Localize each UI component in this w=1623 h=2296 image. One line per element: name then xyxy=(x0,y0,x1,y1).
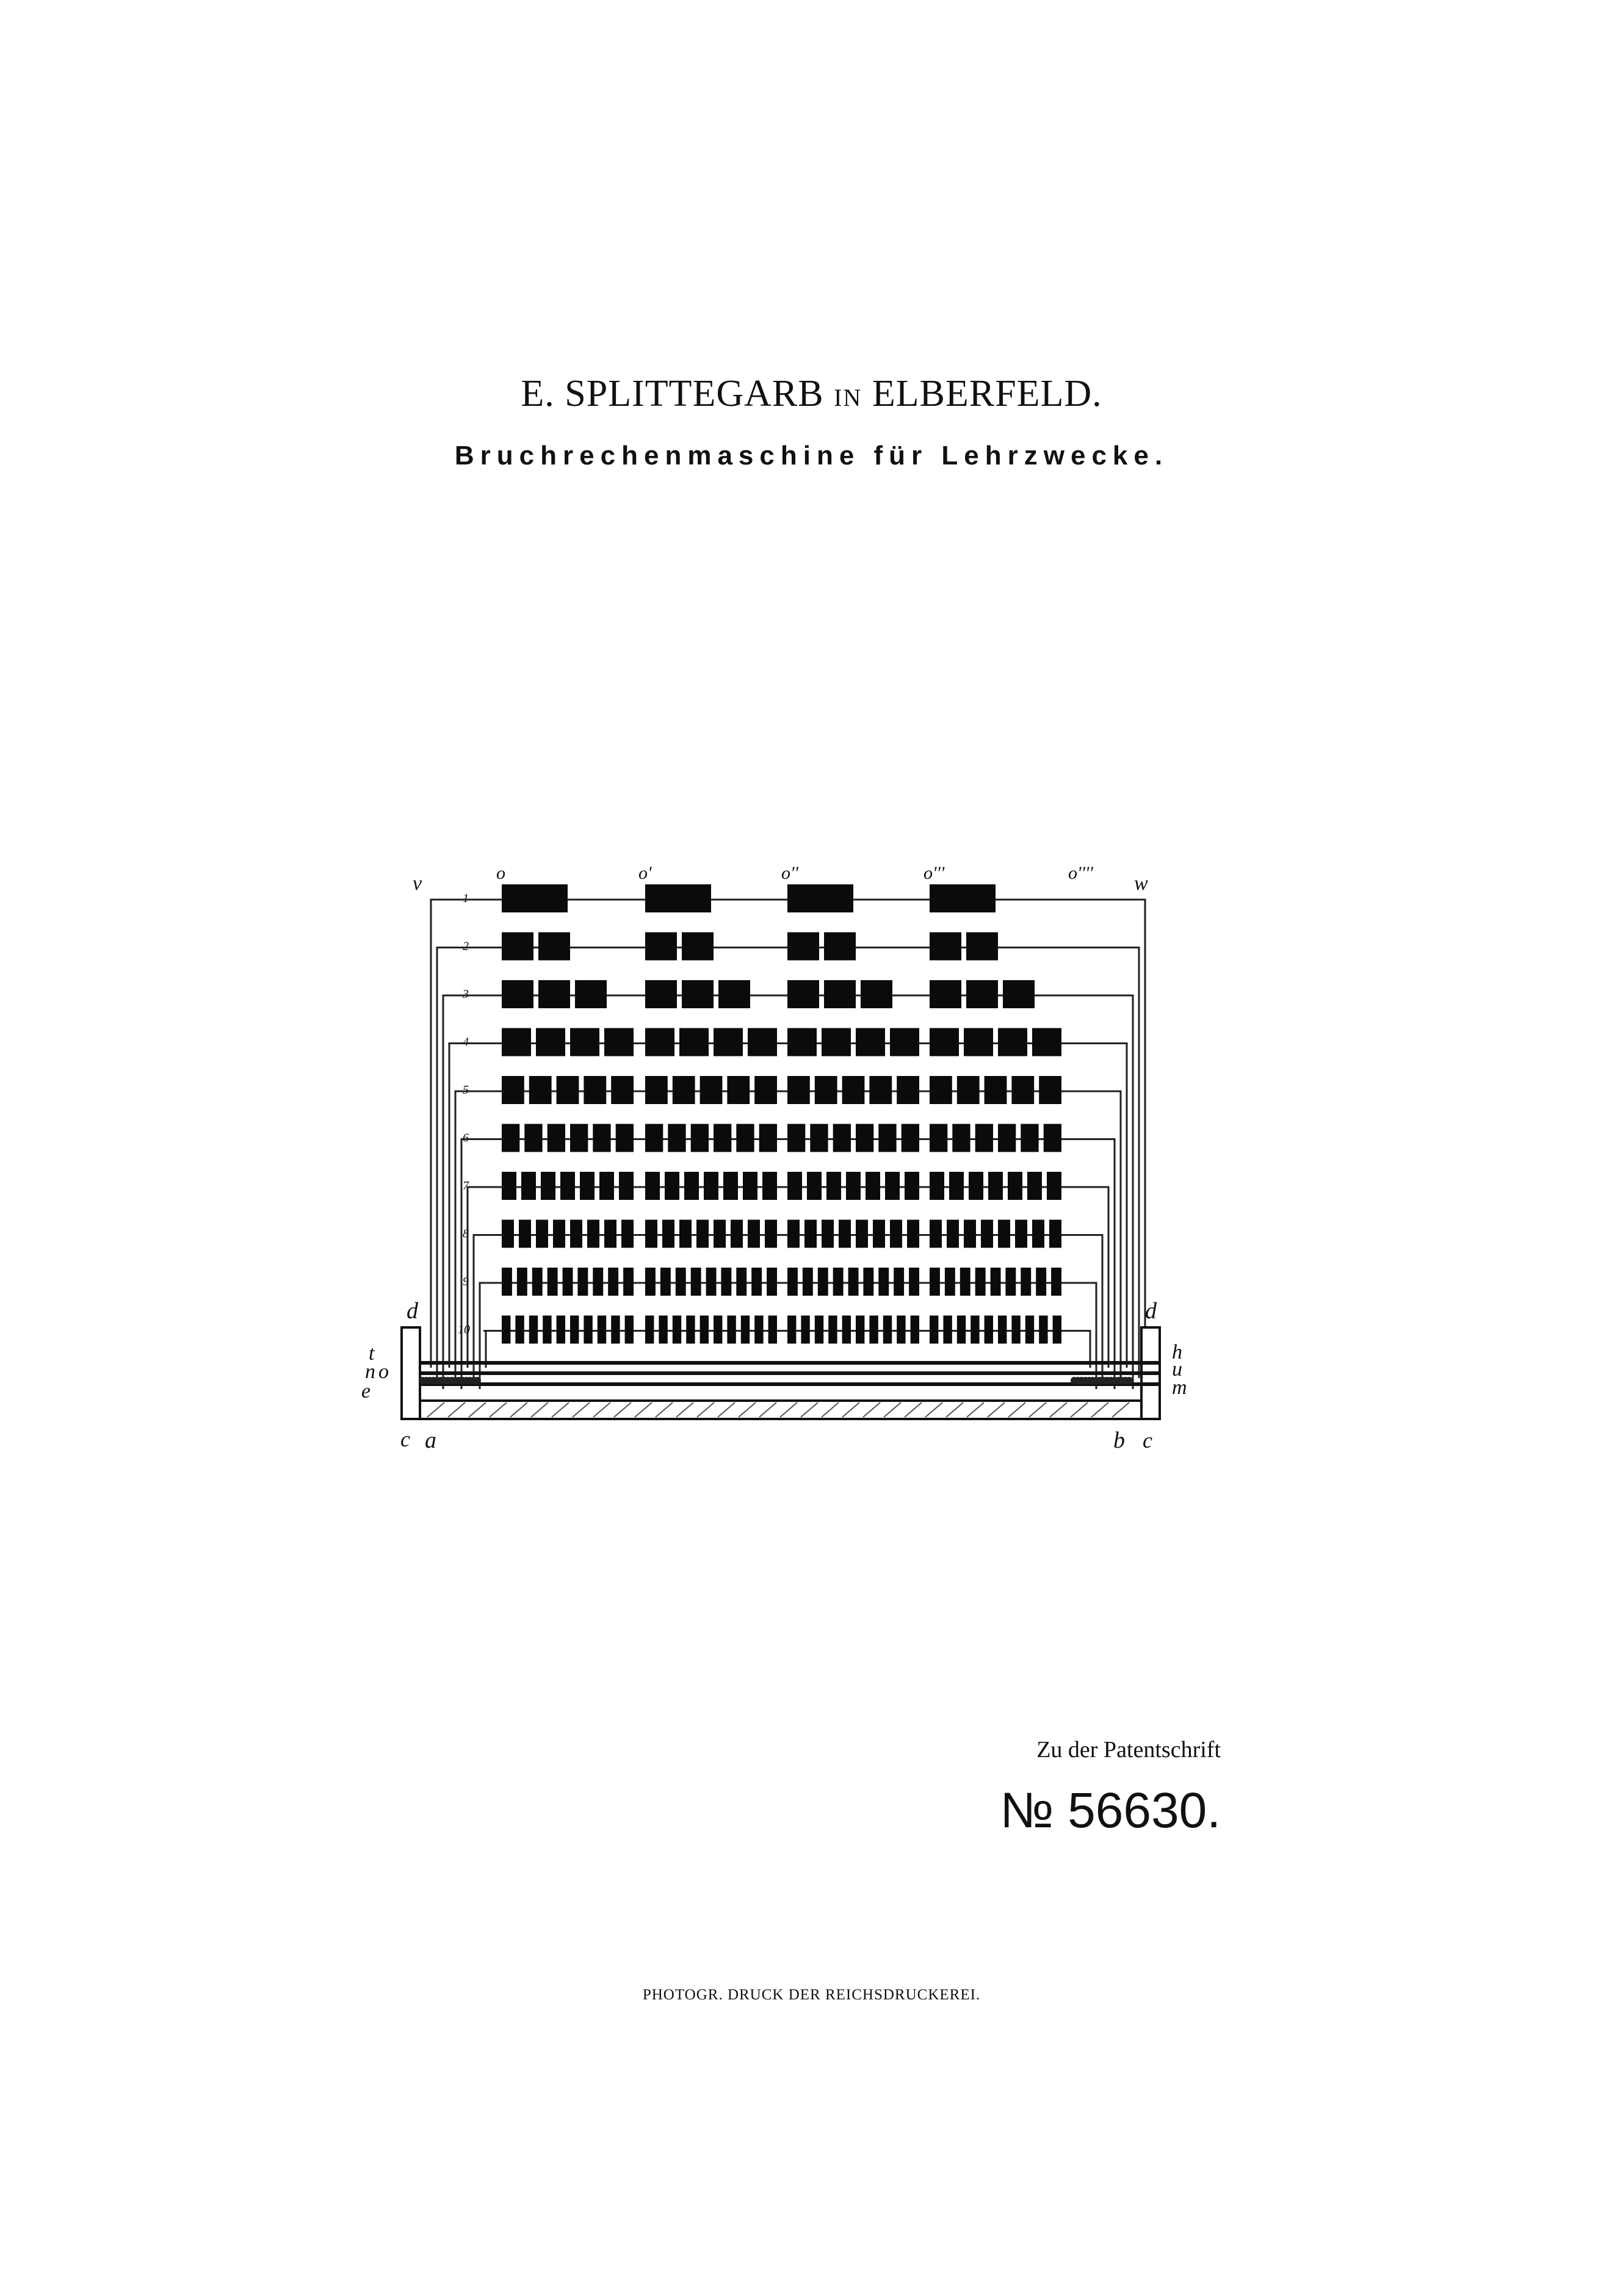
top-marker: o'' xyxy=(781,863,798,883)
fraction-block xyxy=(930,884,996,912)
label-h: h xyxy=(1172,1341,1182,1363)
fraction-block xyxy=(751,1268,762,1296)
fraction-block xyxy=(621,1220,634,1248)
fraction-block xyxy=(673,1076,695,1104)
fraction-block xyxy=(988,1172,1003,1200)
wire-right xyxy=(1074,948,1139,1379)
fraction-block xyxy=(787,1028,817,1056)
fraction-block xyxy=(1036,1268,1046,1296)
fraction-block xyxy=(1044,1124,1061,1152)
fraction-block xyxy=(691,1124,709,1152)
fraction-block xyxy=(645,933,677,961)
fraction-block xyxy=(957,1076,980,1104)
label-d-right: d xyxy=(1145,1298,1157,1324)
fraction-block xyxy=(911,1316,919,1344)
fraction-block xyxy=(787,884,853,912)
label-c-left: c xyxy=(400,1427,410,1451)
label-m: m xyxy=(1172,1376,1187,1399)
fraction-block xyxy=(704,1172,718,1200)
fraction-block xyxy=(863,1268,873,1296)
fraction-block xyxy=(570,1220,582,1248)
fraction-block xyxy=(945,1268,955,1296)
fraction-block xyxy=(714,1124,731,1152)
label-o: o xyxy=(378,1360,389,1383)
label-t: t xyxy=(369,1342,375,1365)
fraction-block xyxy=(696,1220,709,1248)
fraction-block xyxy=(608,1268,618,1296)
fraction-block xyxy=(943,1316,952,1344)
fraction-block xyxy=(856,1316,864,1344)
fraction-block xyxy=(1015,1220,1027,1248)
fraction-block xyxy=(524,1124,542,1152)
fraction-block xyxy=(787,1076,810,1104)
fraction-block xyxy=(930,980,961,1008)
fraction-block xyxy=(878,1268,889,1296)
fraction-block xyxy=(584,1076,606,1104)
top-marker: o''' xyxy=(924,863,945,883)
label-w: w xyxy=(1134,872,1148,895)
fraction-block xyxy=(930,933,961,961)
fraction-block xyxy=(930,1076,952,1104)
fraction-block xyxy=(818,1268,828,1296)
fraction-block xyxy=(905,1172,919,1200)
fraction-block xyxy=(502,980,533,1008)
fraction-block xyxy=(502,1268,512,1296)
fraction-block xyxy=(759,1124,777,1152)
fraction-block xyxy=(1005,1268,1016,1296)
fraction-block xyxy=(839,1220,851,1248)
wire-right xyxy=(1074,1187,1108,1368)
fraction-block xyxy=(532,1268,543,1296)
fraction-block xyxy=(998,1124,1016,1152)
fraction-block xyxy=(828,1316,837,1344)
fraction-block xyxy=(662,1220,674,1248)
fraction-block xyxy=(1039,1076,1061,1104)
fraction-block xyxy=(718,980,750,1008)
fraction-block xyxy=(731,1220,743,1248)
fraction-block xyxy=(754,1076,777,1104)
fraction-block xyxy=(593,1268,603,1296)
fraction-block xyxy=(1003,980,1035,1008)
fraction-block xyxy=(541,1172,555,1200)
fraction-block xyxy=(659,1316,667,1344)
fraction-block xyxy=(930,1316,938,1344)
fraction-block xyxy=(714,1028,743,1056)
fraction-block xyxy=(767,1268,777,1296)
fraction-block xyxy=(878,1124,896,1152)
fraction-block xyxy=(563,1268,573,1296)
fraction-block xyxy=(536,1028,565,1056)
fraction-block xyxy=(907,1220,919,1248)
fraction-block xyxy=(529,1076,552,1104)
fraction-block xyxy=(668,1124,685,1152)
spring-coil xyxy=(474,1377,481,1384)
label-u: u xyxy=(1172,1358,1182,1381)
fraction-block xyxy=(998,1028,1027,1056)
fraction-block xyxy=(787,933,819,961)
label-e: e xyxy=(361,1380,371,1403)
fraction-block xyxy=(966,980,998,1008)
fraction-block xyxy=(570,1316,579,1344)
fraction-block xyxy=(665,1172,679,1200)
fraction-block xyxy=(824,980,856,1008)
fraction-block xyxy=(616,1124,634,1152)
fraction-block xyxy=(645,980,677,1008)
label-c-right: c xyxy=(1143,1428,1152,1453)
fraction-block xyxy=(553,1220,565,1248)
row-number: 3 xyxy=(463,987,469,1001)
fraction-block xyxy=(1021,1124,1038,1152)
fraction-block xyxy=(949,1172,964,1200)
fraction-block xyxy=(645,1220,657,1248)
fraction-block xyxy=(947,1220,959,1248)
fraction-block xyxy=(673,1316,681,1344)
fraction-block xyxy=(502,933,533,961)
fraction-block xyxy=(991,1268,1001,1296)
fraction-block xyxy=(577,1268,588,1296)
row-number: 10 xyxy=(458,1323,470,1337)
fraction-block xyxy=(804,1220,817,1248)
fraction-block xyxy=(684,1172,699,1200)
fraction-block xyxy=(645,884,711,912)
fraction-block xyxy=(575,980,607,1008)
fraction-block xyxy=(1021,1268,1031,1296)
fraction-block xyxy=(1047,1172,1061,1200)
fraction-block xyxy=(897,1316,905,1344)
fraction-block xyxy=(765,1220,777,1248)
row-number: 1 xyxy=(463,892,469,905)
row-number: 9 xyxy=(463,1275,469,1288)
fraction-block xyxy=(822,1220,834,1248)
fraction-block xyxy=(810,1124,828,1152)
fraction-block xyxy=(604,1220,616,1248)
fraction-block xyxy=(727,1076,750,1104)
fraction-block xyxy=(517,1268,527,1296)
printer-note: PHOTOGR. DRUCK DER REICHSDRUCKEREI. xyxy=(642,1987,981,2003)
fraction-block xyxy=(714,1220,726,1248)
fraction-blocks xyxy=(502,884,1061,1344)
label-a: a xyxy=(425,1428,436,1453)
wire-left xyxy=(431,900,483,1368)
city-name: ELBERFELD. xyxy=(872,373,1102,414)
fraction-block xyxy=(743,1172,757,1200)
fraction-block xyxy=(768,1316,777,1344)
fraction-block xyxy=(897,1076,919,1104)
fraction-block xyxy=(560,1172,575,1200)
fraction-block xyxy=(998,1220,1010,1248)
patent-subtitle: Bruchrechenmaschine für Lehrzwecke. xyxy=(454,441,1169,471)
fraction-block xyxy=(1051,1268,1061,1296)
fraction-block xyxy=(604,1028,634,1056)
fraction-block xyxy=(966,933,998,961)
row-rods xyxy=(483,900,1086,1331)
wire-right xyxy=(1074,900,1145,1368)
fraction-block xyxy=(611,1316,620,1344)
fraction-block xyxy=(985,1316,993,1344)
fraction-block xyxy=(754,1316,763,1344)
row-number: 4 xyxy=(463,1035,469,1049)
fraction-block xyxy=(502,1124,519,1152)
fraction-block xyxy=(869,1076,892,1104)
fraction-block xyxy=(538,933,570,961)
fraction-block xyxy=(981,1220,993,1248)
fraction-block xyxy=(801,1316,809,1344)
top-marker: o xyxy=(496,863,505,883)
fraction-block xyxy=(700,1316,709,1344)
label-d-left: d xyxy=(407,1298,418,1324)
fraction-block xyxy=(952,1124,970,1152)
fraction-block xyxy=(619,1172,634,1200)
fraction-block xyxy=(890,1028,919,1056)
author-name: E. SPLITTEGARB xyxy=(521,373,824,414)
label-b: b xyxy=(1113,1428,1125,1453)
fraction-block xyxy=(587,1220,599,1248)
fraction-block xyxy=(815,1316,823,1344)
fraction-block xyxy=(593,1124,610,1152)
fraction-block xyxy=(676,1268,686,1296)
fraction-block xyxy=(957,1316,966,1344)
fraction-block xyxy=(985,1076,1007,1104)
fraction-block xyxy=(748,1028,777,1056)
fraction-block xyxy=(599,1172,614,1200)
fraction-block xyxy=(557,1316,565,1344)
label-n: n xyxy=(365,1360,375,1383)
fraction-block xyxy=(645,1172,660,1200)
fraction-block xyxy=(519,1220,531,1248)
fraction-block xyxy=(873,1220,885,1248)
fraction-block xyxy=(679,1220,692,1248)
wire-right xyxy=(1074,1235,1102,1379)
patent-reference: Zu der Patentschrift xyxy=(1036,1737,1221,1763)
fraction-block xyxy=(824,933,856,961)
fraction-block xyxy=(679,1028,709,1056)
fraction-block xyxy=(714,1316,722,1344)
spring-coil xyxy=(1126,1377,1133,1384)
fraction-block xyxy=(971,1316,979,1344)
fraction-block xyxy=(645,1316,654,1344)
fraction-block xyxy=(645,1076,668,1104)
fraction-block xyxy=(736,1124,754,1152)
fraction-block xyxy=(723,1172,738,1200)
fraction-block xyxy=(885,1172,900,1200)
fraction-block xyxy=(787,1124,805,1152)
wire-left xyxy=(468,1187,483,1368)
fraction-block xyxy=(1049,1220,1061,1248)
fraction-block xyxy=(894,1268,904,1296)
fraction-block xyxy=(557,1076,579,1104)
fraction-block xyxy=(902,1124,919,1152)
fraction-block xyxy=(570,1028,599,1056)
fraction-block xyxy=(748,1220,760,1248)
fraction-block xyxy=(803,1268,813,1296)
fraction-block xyxy=(787,1316,796,1344)
fraction-block xyxy=(869,1316,878,1344)
fraction-block xyxy=(930,1028,959,1056)
top-marker: o'''' xyxy=(1068,863,1093,883)
fraction-block xyxy=(930,1124,947,1152)
row-number: 6 xyxy=(463,1131,469,1145)
fraction-block xyxy=(1008,1172,1022,1200)
fraction-block xyxy=(502,1076,524,1104)
fraction-block xyxy=(998,1316,1007,1344)
top-marker: o' xyxy=(638,863,652,883)
fraction-block xyxy=(645,1028,674,1056)
fraction-block xyxy=(502,884,568,912)
fraction-block xyxy=(833,1268,844,1296)
fraction-block xyxy=(625,1316,634,1344)
fraction-block xyxy=(521,1172,536,1200)
fraction-block xyxy=(1053,1316,1061,1344)
fraction-block xyxy=(645,1268,656,1296)
fraction-block xyxy=(861,980,892,1008)
fraction-block xyxy=(502,1172,516,1200)
fraction-block xyxy=(1032,1028,1061,1056)
fraction-block xyxy=(682,933,714,961)
fraction-block xyxy=(762,1172,777,1200)
fraction-block xyxy=(502,1028,531,1056)
fraction-block xyxy=(529,1316,538,1344)
fraction-block xyxy=(548,1124,565,1152)
fraction-block xyxy=(727,1316,736,1344)
fraction-block xyxy=(682,980,714,1008)
fraction-block xyxy=(807,1172,822,1200)
fraction-block xyxy=(930,1268,940,1296)
fraction-block xyxy=(1039,1316,1047,1344)
fraction-block xyxy=(826,1172,841,1200)
row-number: 5 xyxy=(463,1083,469,1097)
fraction-block xyxy=(1025,1316,1034,1344)
fraction-block xyxy=(536,1220,548,1248)
fraction-block xyxy=(686,1316,695,1344)
fraction-block xyxy=(502,1220,514,1248)
fraction-block xyxy=(660,1268,671,1296)
fraction-block xyxy=(975,1268,986,1296)
fraction-block xyxy=(721,1268,731,1296)
fraction-block xyxy=(969,1172,983,1200)
row-number: 7 xyxy=(463,1179,469,1193)
fraction-block xyxy=(964,1220,976,1248)
fraction-block xyxy=(584,1316,592,1344)
fraction-block xyxy=(866,1172,880,1200)
fraction-block xyxy=(787,1172,802,1200)
fraction-block xyxy=(930,1220,942,1248)
fraction-block xyxy=(842,1076,865,1104)
fraction-block xyxy=(611,1076,634,1104)
fraction-block xyxy=(787,1220,800,1248)
fraction-block xyxy=(815,1076,837,1104)
title-connector: IN xyxy=(834,384,862,411)
wire-left xyxy=(474,1235,483,1379)
fraction-block xyxy=(787,980,819,1008)
fraction-block xyxy=(515,1316,524,1344)
fraction-block xyxy=(736,1268,746,1296)
fraction-block xyxy=(890,1220,902,1248)
patent-number: № 56630. xyxy=(1000,1783,1221,1838)
label-v: v xyxy=(413,872,422,895)
fraction-block xyxy=(706,1268,717,1296)
fraction-block xyxy=(833,1124,851,1152)
fraction-block xyxy=(548,1268,558,1296)
fraction-block xyxy=(598,1316,606,1344)
fraction-block xyxy=(930,1172,944,1200)
fraction-block xyxy=(1011,1316,1020,1344)
fraction-block xyxy=(960,1268,971,1296)
fraction-block xyxy=(700,1076,723,1104)
fraction-block xyxy=(580,1172,595,1200)
fraction-block xyxy=(846,1172,861,1200)
left-post xyxy=(402,1327,420,1419)
fraction-block xyxy=(856,1220,868,1248)
fraction-block xyxy=(856,1124,873,1152)
fraction-block xyxy=(502,1316,510,1344)
row-number: 2 xyxy=(463,939,469,953)
fraction-block xyxy=(623,1268,634,1296)
fraction-block xyxy=(975,1124,993,1152)
fraction-block xyxy=(1032,1220,1044,1248)
row-number: 8 xyxy=(463,1227,469,1241)
fraction-block xyxy=(1011,1076,1034,1104)
fraction-block xyxy=(787,1268,798,1296)
fraction-block xyxy=(570,1124,588,1152)
fraction-block xyxy=(842,1316,851,1344)
fraction-block xyxy=(741,1316,750,1344)
fraction-block xyxy=(964,1028,993,1056)
fraction-block xyxy=(1027,1172,1042,1200)
fraction-block xyxy=(691,1268,701,1296)
fraction-block xyxy=(822,1028,851,1056)
fraction-block xyxy=(856,1028,885,1056)
fraction-block xyxy=(543,1316,551,1344)
fraction-block xyxy=(848,1268,859,1296)
fraction-block xyxy=(645,1124,663,1152)
fraction-block xyxy=(538,980,570,1008)
fraction-block xyxy=(883,1316,892,1344)
fraction-block xyxy=(909,1268,919,1296)
